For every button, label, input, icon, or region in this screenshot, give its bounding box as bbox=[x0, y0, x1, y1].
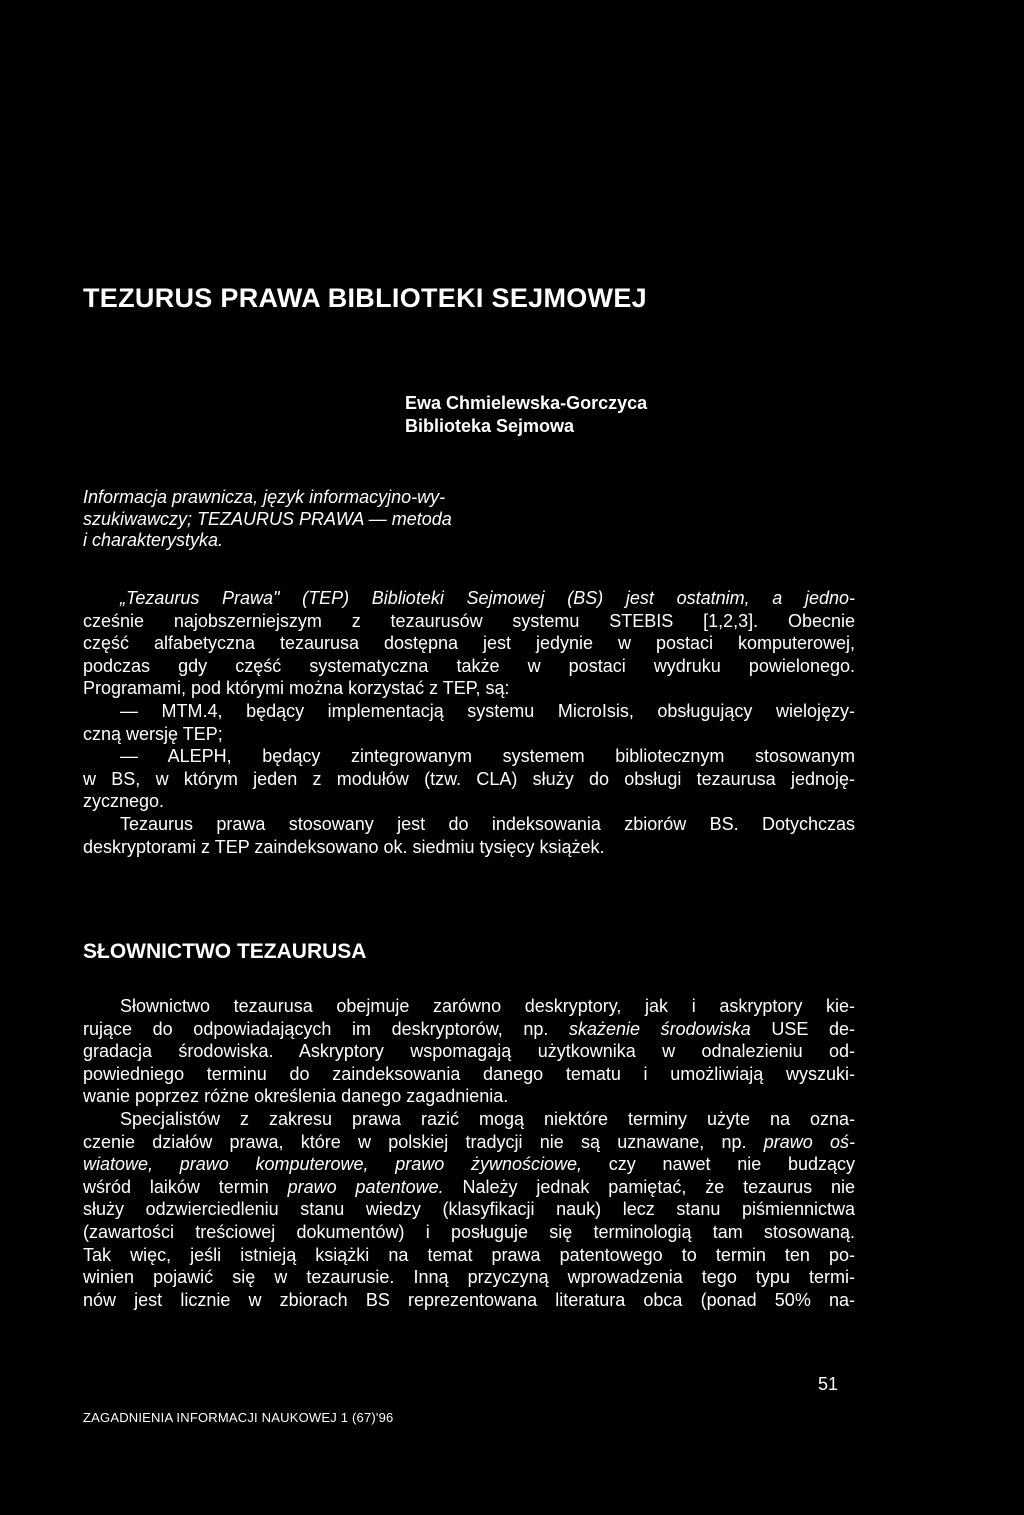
text-line: Programami, pod którymi można korzystać z TEP, są: bbox=[83, 678, 510, 699]
text-line: wanie poprzez różne określenia danego zagadnienia. bbox=[83, 1086, 509, 1107]
text-line: podczas gdy część systematyczna także w postaci wydruku powielonego. bbox=[83, 655, 855, 676]
text-line: deskryptorami z TEP zaindeksowano ok. siedmiu tysięcy książek. bbox=[83, 836, 605, 857]
text-line: zycznego. bbox=[83, 791, 165, 812]
author-affiliation: Biblioteka Sejmowa bbox=[405, 416, 575, 436]
author-block bbox=[405, 392, 647, 438]
text-line: Tezaurus prawa stosowany jest do indeksowania zbiorów BS. Dotychczas bbox=[120, 813, 855, 834]
body-paragraph bbox=[83, 995, 855, 1311]
keywords-line: i charakterystyka. bbox=[83, 530, 224, 550]
intro-paragraph bbox=[83, 587, 855, 858]
text-line: — MTM.4, będący implementacją systemu MicroIsis, obsługujący wielojęzy- bbox=[120, 700, 855, 721]
text-line: powiedniego terminu do zaindeksowania danego tematu i umożliwiają wyszuki- bbox=[83, 1063, 855, 1084]
text-line: Specjalistów z zakresu prawa razić mogą niektóre terminy użyte na ozna- bbox=[120, 1108, 855, 1129]
text-line: Słownictwo tezaurusa obejmuje zarówno deskryptory, jak i askryptory kie- bbox=[120, 996, 855, 1016]
text-line: „Tezaurus Prawa" (TEP) Biblioteki Sejmowej (BS) jest ostatnim, a jedno- bbox=[120, 588, 855, 608]
page-number: 51 bbox=[818, 1374, 839, 1394]
text-line: w BS, w którym jeden z modułów (tzw. CLA) służy do obsługi tezaurusa jednoję- bbox=[83, 768, 855, 789]
text-line: rujące do odpowiadających im deskryptorów, np. skażenie środowiska USE de- bbox=[83, 1018, 856, 1039]
journal-footer: ZAGADNIENIA INFORMACJI NAUKOWEJ 1 (67)'96 bbox=[83, 1410, 394, 1425]
text-line: cześnie najobszerniejszym z tezaurusów systemu STEBIS [1,2,3]. Obecnie bbox=[83, 610, 855, 631]
text-line: nów jest licznie w zbiorach BS reprezentowana literatura obca (ponad 50% na- bbox=[83, 1289, 855, 1310]
text-line: gradacja środowiska. Askryptory wspomagają użytkownika w odnalezieniu od- bbox=[83, 1041, 855, 1062]
text-line: (zawartości treściowej dokumentów) i posługuje się terminologią tam stosowaną. bbox=[83, 1221, 855, 1242]
keywords bbox=[83, 487, 563, 552]
text-line: służy odzwierciedleniu stanu wiedzy (klasyfikacji nauk) lecz stanu piśmiennictwa bbox=[83, 1199, 855, 1220]
author-name: Ewa Chmielewska-Gorczyca bbox=[405, 393, 648, 413]
section-heading: SŁOWNICTWO TEZAURUSA bbox=[83, 940, 367, 963]
text-line: winien pojawić się w tezaurusie. Inną przyczyną wprowadzenia tego typu termi- bbox=[83, 1267, 855, 1288]
article-title: TEZURUS PRAWA BIBLIOTEKI SEJMOWEJ bbox=[83, 283, 647, 313]
text-line: czną wersję TEP; bbox=[83, 723, 223, 744]
text-line: czenie działów prawa, które w polskiej tradycji nie są uznawane, np. prawo oś- bbox=[83, 1131, 856, 1152]
text-line: część alfabetyczna tezaurusa dostępna jest jedynie w postaci komputerowej, bbox=[83, 633, 855, 654]
keywords-line: szukiwawczy; TEZAURUS PRAWA — metoda bbox=[83, 508, 452, 529]
text-line: Tak więc, jeśli istnieją książki na temat prawa patentowego to termin ten po- bbox=[83, 1244, 855, 1265]
text-line: wśród laików termin prawo patentowe. Należy jednak pamiętać, że tezaurus nie bbox=[83, 1176, 855, 1197]
text-line: — ALEPH, będący zintegrowanym systemem bibliotecznym stosowanym bbox=[120, 746, 855, 767]
text-line: wiatowe, prawo komputerowe, prawo żywnościowe, czy nawet nie budzący bbox=[83, 1154, 855, 1175]
keywords-line: Informacja prawnicza, język informacyjno-wy- bbox=[83, 487, 446, 507]
